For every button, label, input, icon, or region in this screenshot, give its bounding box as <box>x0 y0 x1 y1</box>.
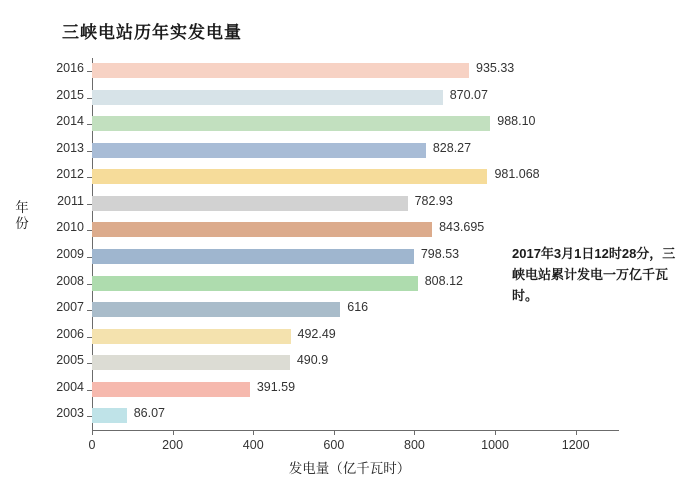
y-tick-mark <box>87 284 92 285</box>
y-tick-label: 2007 <box>56 300 84 315</box>
x-tick-label: 400 <box>242 438 264 452</box>
chart-title: 三峡电站历年实发电量 <box>62 23 242 42</box>
bar-row <box>92 164 616 190</box>
y-tick-label: 2009 <box>56 247 84 261</box>
bar-value-label: 828.27 <box>432 140 472 155</box>
bar-value-label: 981.068 <box>494 167 540 182</box>
bar-value-label: 490.9 <box>296 353 329 368</box>
y-tick-mark <box>87 310 92 311</box>
y-tick-mark <box>87 71 92 72</box>
y-tick-mark <box>87 257 92 258</box>
y-tick-mark <box>87 151 92 152</box>
bar-row <box>92 58 616 84</box>
bar <box>92 329 291 344</box>
bar <box>92 169 487 184</box>
x-axis-line <box>92 430 619 431</box>
y-tick-label: 2006 <box>56 326 84 341</box>
y-tick-mark <box>87 230 92 231</box>
bar <box>92 222 432 237</box>
bar <box>92 408 127 423</box>
y-tick-mark <box>87 98 92 99</box>
bar <box>92 90 443 105</box>
y-tick-mark <box>87 390 92 391</box>
bar-row <box>92 350 616 376</box>
y-tick-label: 2016 <box>56 61 84 75</box>
bar-value-label: 798.53 <box>420 247 460 261</box>
x-tick-label: 1200 <box>561 438 590 452</box>
x-tick-label: 0 <box>88 438 96 452</box>
bar-row <box>92 403 616 429</box>
bar-row <box>92 191 616 217</box>
y-tick-mark <box>87 416 92 417</box>
bar-value-label: 492.49 <box>297 326 336 341</box>
x-tick-mark <box>414 430 415 435</box>
x-tick-mark <box>334 430 335 435</box>
y-tick-label: 2008 <box>56 273 84 288</box>
bar <box>92 143 426 158</box>
y-tick-label: 2010 <box>56 220 84 235</box>
bar <box>92 276 418 291</box>
chart-annotation: 2017年3月1日12时28分，三峡电站累计发电一万亿千瓦时。 <box>512 246 676 303</box>
bar-row <box>92 85 616 111</box>
bar-value-label: 988.10 <box>497 114 536 129</box>
bar <box>92 382 250 397</box>
x-tick-label: 800 <box>404 438 425 452</box>
y-tick-mark <box>87 124 92 125</box>
x-tick-label: 200 <box>162 438 184 452</box>
bar-value-label: 782.93 <box>414 193 453 208</box>
bar-row <box>92 377 616 403</box>
bar-row <box>92 138 616 164</box>
y-tick-label: 2004 <box>56 379 84 394</box>
y-tick-mark <box>87 204 92 205</box>
bar-row <box>92 217 616 243</box>
x-tick-mark <box>92 430 93 435</box>
x-tick-mark <box>253 430 254 435</box>
x-tick-mark <box>576 430 577 435</box>
bar-row <box>92 324 616 350</box>
y-tick-label: 2015 <box>56 87 84 102</box>
y-tick-mark <box>87 337 92 338</box>
y-tick-label: 2011 <box>57 193 84 208</box>
x-tick-mark <box>173 430 174 435</box>
x-axis-title: 发电量（亿千瓦时） <box>288 461 411 476</box>
bar-value-label: 86.07 <box>133 406 165 421</box>
x-tick-label: 600 <box>323 438 345 452</box>
bar <box>92 355 290 370</box>
y-tick-label: 2012 <box>56 167 84 182</box>
y-tick-mark <box>87 177 92 178</box>
bar-value-label: 843.695 <box>439 220 485 235</box>
x-tick-mark <box>495 430 496 435</box>
y-tick-label: 2003 <box>56 406 84 421</box>
y-tick-mark <box>87 363 92 364</box>
bar-value-label: 616 <box>347 300 369 315</box>
y-tick-label: 2005 <box>56 353 84 368</box>
bar-value-label: 870.07 <box>449 87 488 102</box>
bar-value-label: 935.33 <box>476 61 515 75</box>
bar <box>92 116 490 131</box>
bar <box>92 302 340 317</box>
bar-value-label: 391.59 <box>256 379 296 394</box>
bar <box>92 63 469 78</box>
bar <box>92 249 414 264</box>
x-tick-label: 1000 <box>481 438 509 452</box>
bar <box>92 196 408 211</box>
y-tick-label: 2013 <box>56 140 84 155</box>
y-tick-label: 2014 <box>56 114 84 129</box>
bar-row <box>92 111 616 137</box>
y-axis-title: 年份 <box>15 200 29 231</box>
bar-value-label: 808.12 <box>424 273 463 288</box>
